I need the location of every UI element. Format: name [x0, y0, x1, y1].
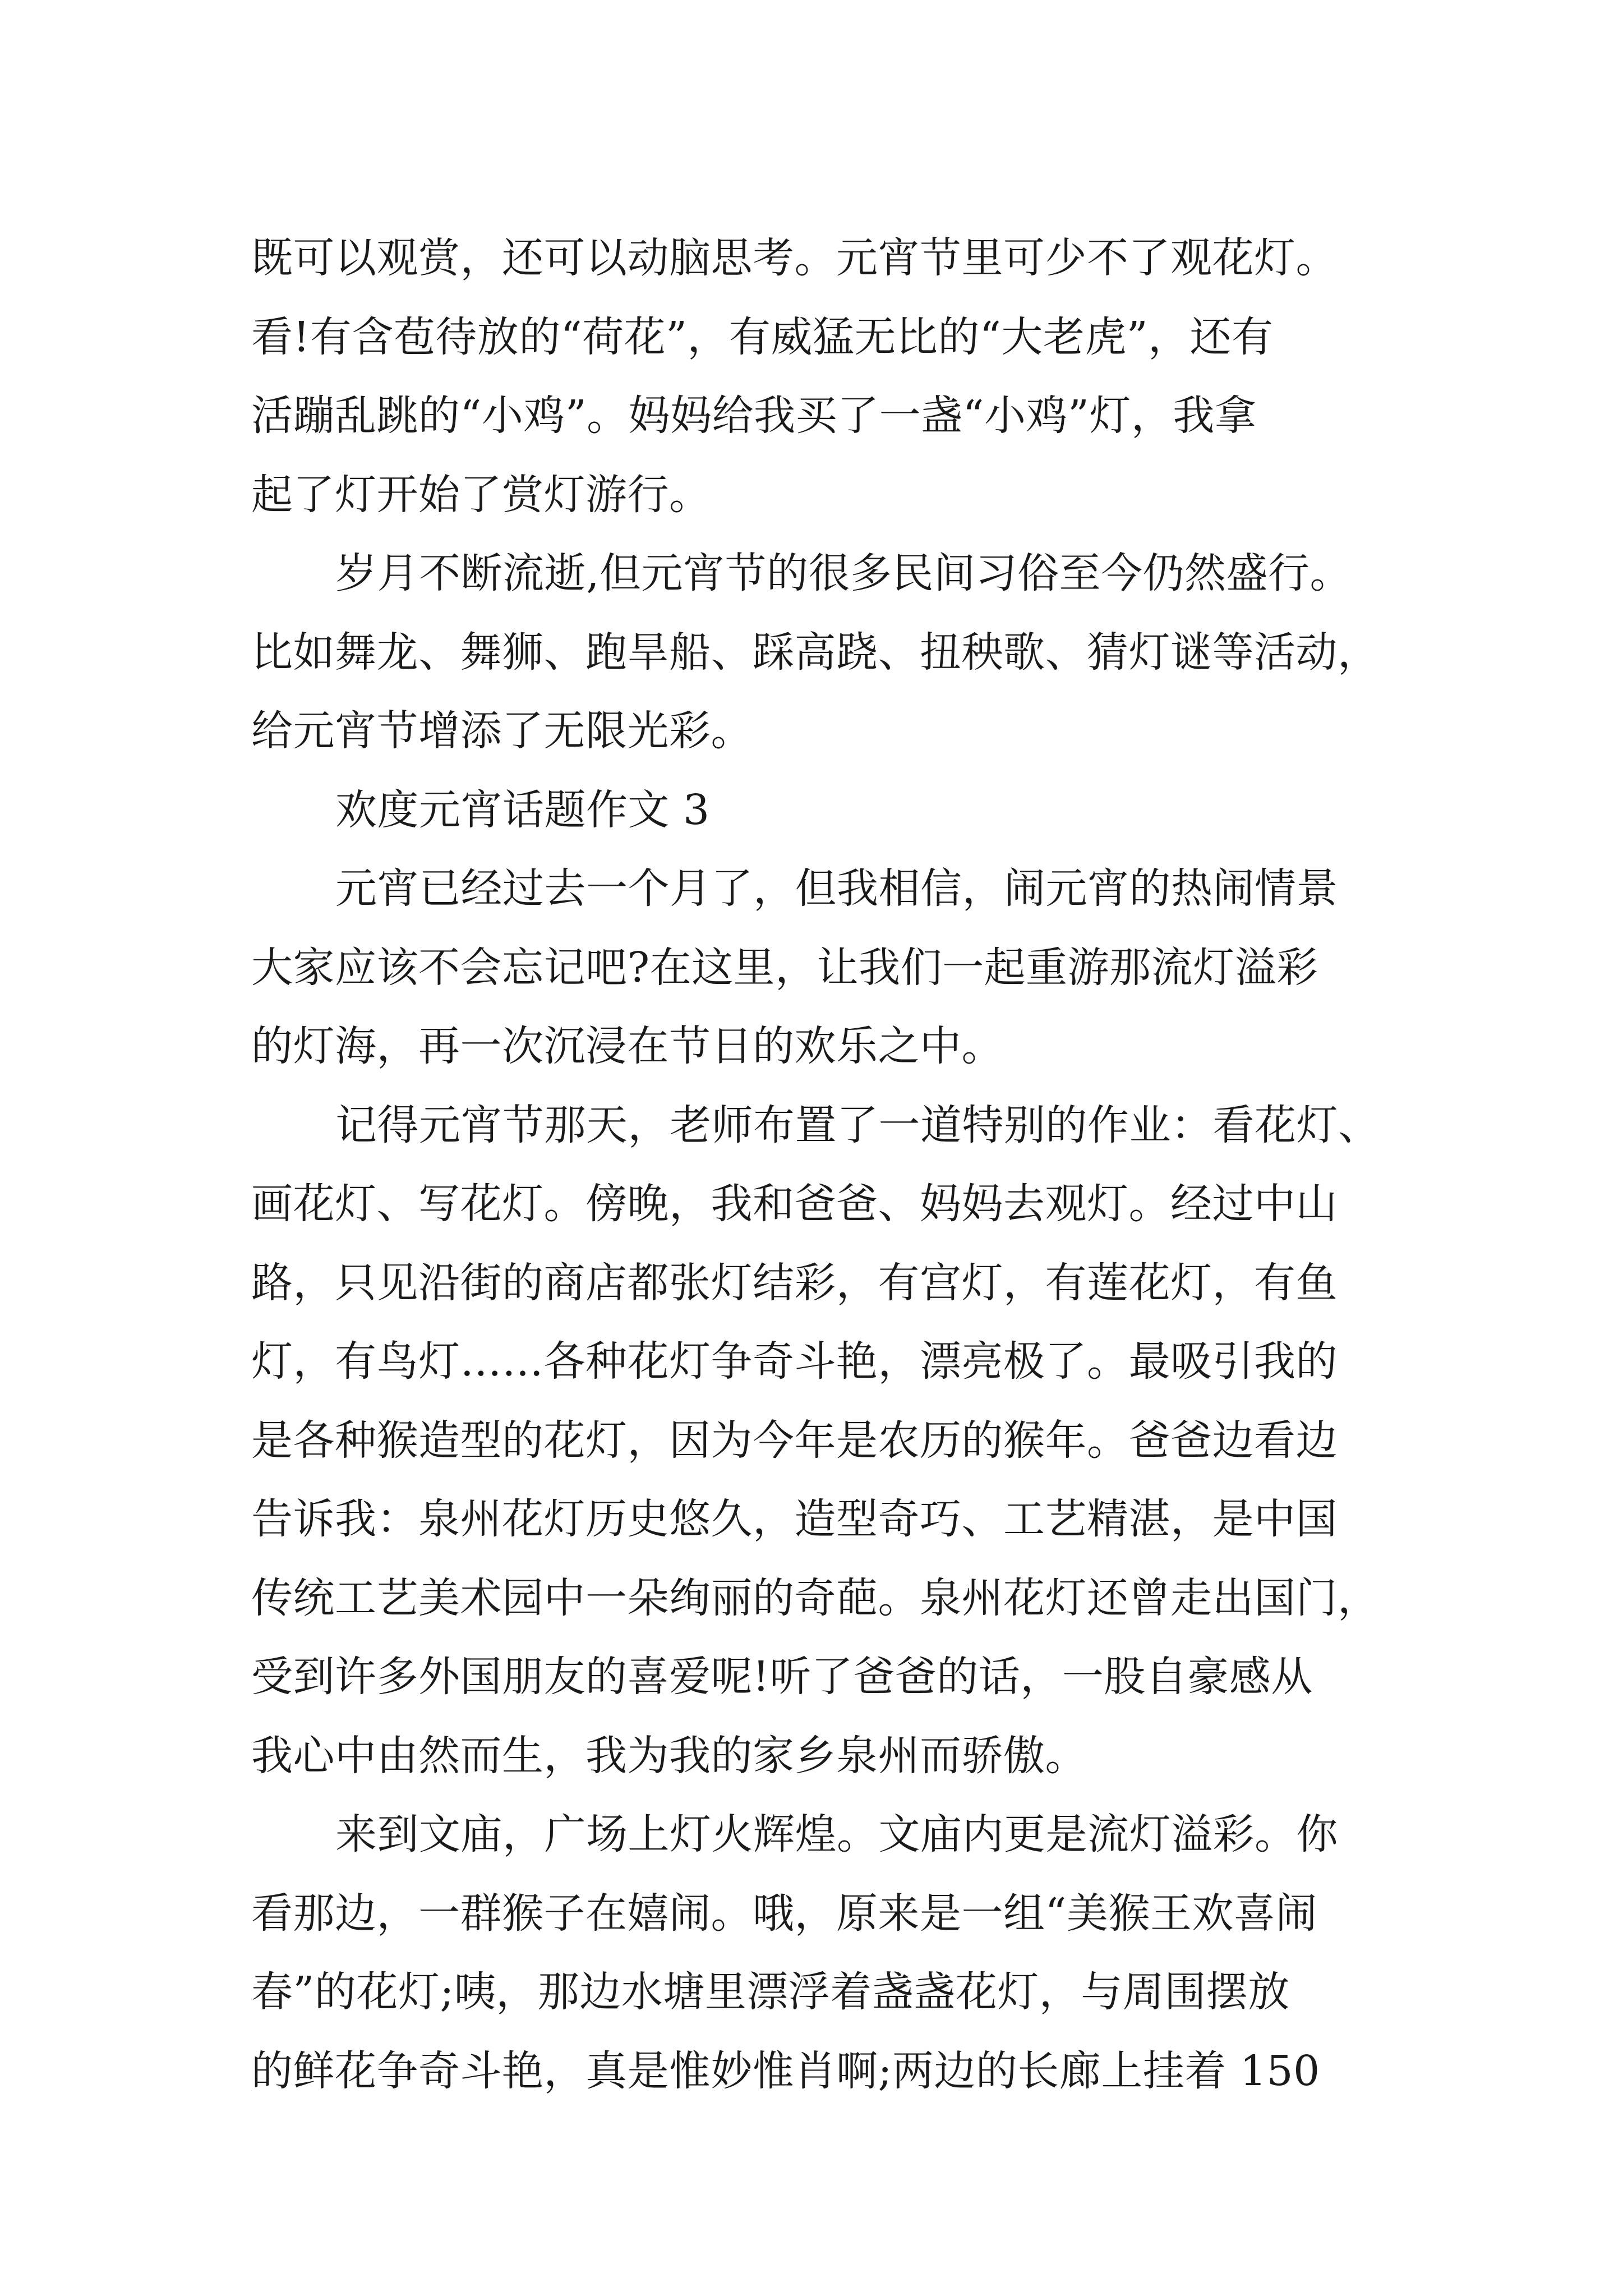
- text-line: 路，只见沿街的商店都张灯结彩，有宫灯，有莲花灯，有鱼: [251, 1258, 1338, 1307]
- text-line: 我心中由然而生，我为我的家乡泉州而骄傲。: [251, 1731, 1087, 1780]
- text-line: 是各种猴造型的花灯，因为今年是农历的猴年。爸爸边看边: [251, 1416, 1338, 1465]
- text-line: 告诉我：泉州花灯历史悠久，造型奇巧、工艺精湛，是中国: [251, 1495, 1338, 1543]
- paragraph-first-line: 岁月不断流逝,但元宵节的很多民间习俗至今仍然盛行。: [335, 549, 1352, 597]
- paragraph-first-line: 元宵已经过去一个月了，但我相信，闹元宵的热闹情景: [335, 864, 1338, 913]
- text-line: 灯，有鸟灯……各种花灯争奇斗艳，漂亮极了。最吸引我的: [251, 1337, 1338, 1386]
- text-line: 比如舞龙、舞狮、跑旱船、踩高跷、扭秧歌、猜灯谜等活动，: [251, 628, 1380, 677]
- text-line: 活蹦乱跳的“小鸡”。妈妈给我买了一盏“小鸡”灯，我拿: [251, 392, 1257, 440]
- paragraph-first-line: 记得元宵节那天，老师布置了一道特别的作业：看花灯、: [335, 1101, 1380, 1149]
- text-line: 既可以观赏，还可以动脑思考。元宵节里可少不了观花灯。: [251, 234, 1338, 282]
- essay-body: [251, 219, 1401, 2110]
- paragraph-first-line: 来到文庙，广场上灯火辉煌。文庙内更是流灯溢彩。你: [335, 1810, 1338, 1858]
- text-line: 起了灯开始了赏灯游行。: [251, 470, 711, 519]
- text-line: 给元宵节增添了无限光彩。: [251, 707, 753, 755]
- section-heading: 欢度元宵话题作文 3: [335, 785, 710, 834]
- text-line: 的鲜花争奇斗艳，真是惟妙惟肖啊;两边的长廊上挂着 150: [251, 2046, 1320, 2095]
- text-line: 受到许多外国朋友的喜爱呢!听了爸爸的话，一股自豪感从: [251, 1653, 1313, 1701]
- text-line: 大家应该不会忘记吧?在这里，让我们一起重游那流灯溢彩: [251, 943, 1318, 992]
- text-line: 看!有含苞待放的“荷花”，有威猛无比的“大老虎”，还有: [251, 312, 1274, 361]
- text-line: 画花灯、写花灯。傍晚，我和爸爸、妈妈去观灯。经过中山: [251, 1180, 1338, 1228]
- text-line: 传统工艺美术园中一朵绚丽的奇葩。泉州花灯还曾走出国门，: [251, 1573, 1380, 1622]
- text-line: 的灯海，再一次沉浸在节日的欢乐之中。: [251, 1022, 1003, 1070]
- text-line: 春”的花灯;咦，那边水塘里漂浮着盏盏花灯，与周围摆放: [251, 1968, 1290, 2016]
- text-line: 看那边，一群猴子在嬉闹。哦，原来是一组“美猴王欢喜闹: [251, 1889, 1317, 1938]
